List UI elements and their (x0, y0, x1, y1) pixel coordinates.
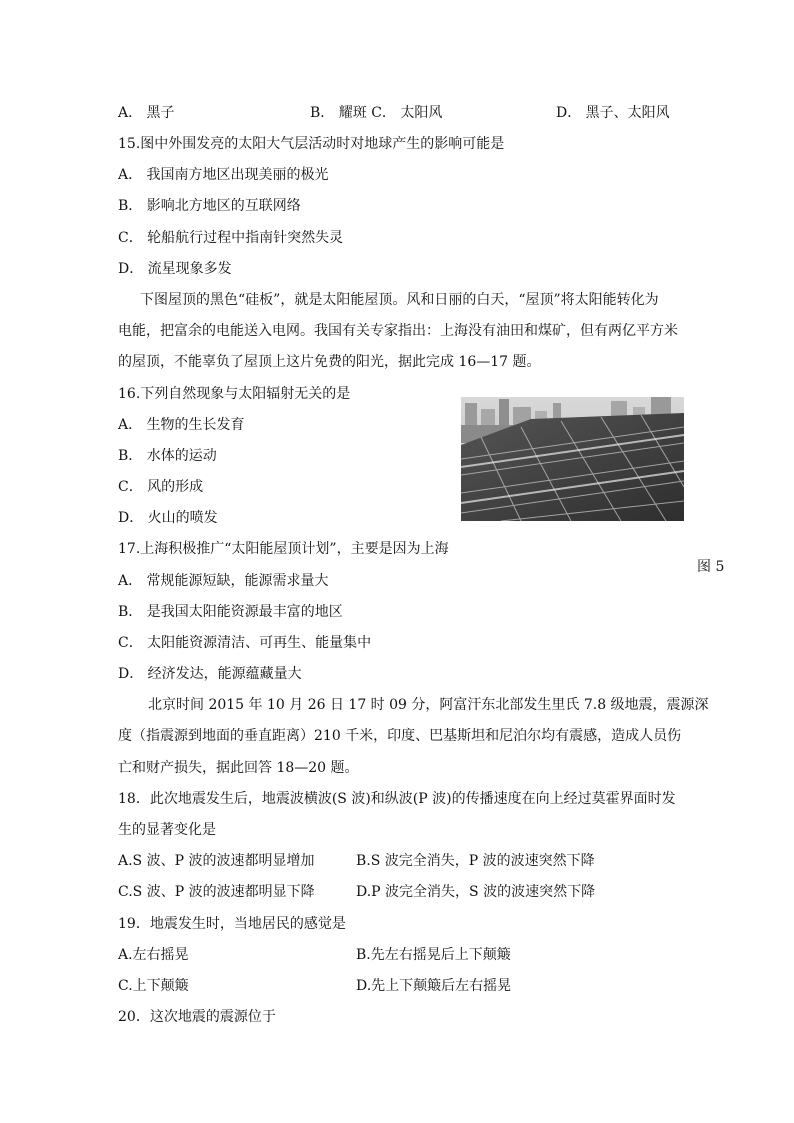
q15-option-d: D． 流星现象多发 (118, 261, 232, 277)
q16-stem: 16.下列自然现象与太阳辐射无关的是 (118, 386, 351, 402)
solar-panel-photo (461, 397, 684, 521)
q16-option-c: C． 风的形成 (118, 479, 204, 495)
q15-stem: 15.图中外围发亮的太阳大气层活动时对地球产生的影响可能是 (118, 136, 505, 152)
q17-option-b: B． 是我国太阳能资源最丰富的地区 (118, 604, 343, 620)
q18-option-b: B.S 波完全消失，P 波的波速突然下降 (356, 853, 595, 869)
passage1-line-3: 的屋顶，不能辜负了屋顶上这片免费的阳光，据此完成 16—17 题。 (118, 354, 541, 370)
passage2-line-1: 北京时间 2015 年 10 月 26 日 17 时 09 分，阿富汗东北部发生里氏 7.8 级地震，震源深 (148, 697, 709, 713)
q16-option-b: B． 水体的运动 (118, 448, 217, 464)
q18-option-a: A.S 波、P 波的波速都明显增加 (118, 853, 315, 869)
q19-stem: 19．地震发生时，当地居民的感觉是 (118, 916, 346, 932)
q18-stem-line-2: 生的显著变化是 (118, 822, 216, 838)
q14-option-bc: B． 耀斑 C． 太阳风 (310, 105, 443, 121)
passage2-line-2: 度（指震源到地面的垂直距离）210 千米，印度、巴基斯坦和尼泊尔均有震感，造成人员伤 (118, 728, 682, 744)
passage1-line-2: 电能，把富余的电能送入电网。我国有关专家指出：上海没有油田和煤矿，但有两亿平方米 (118, 323, 678, 339)
q19-option-a: A.左右摇晃 (118, 947, 189, 963)
q15-option-c: C． 轮船航行过程中指南针突然失灵 (118, 230, 344, 246)
q15-option-b: B． 影响北方地区的互联网络 (118, 198, 301, 214)
q16-option-a: A． 生物的生长发育 (118, 417, 245, 433)
q17-option-a: A． 常规能源短缺，能源需求量大 (118, 573, 329, 589)
q20-stem: 20．这次地震的震源位于 (118, 1009, 276, 1025)
q18-stem-line-1: 18．此次地震发生后，地震波横波(S 波)和纵波(P 波)的传播速度在向上经过莫霍界面时发 (118, 791, 676, 807)
q18-option-c: C.S 波、P 波的波速都明显下降 (118, 884, 315, 900)
q14-option-a: A． 黑子 (118, 105, 175, 121)
q17-option-c: C． 太阳能资源清洁、可再生、能量集中 (118, 635, 372, 651)
q17-option-d: D． 经济发达，能源蕴藏量大 (118, 666, 302, 682)
passage2-line-3: 亡和财产损失，据此回答 18—20 题。 (118, 760, 359, 776)
q16-option-d: D． 火山的喷发 (118, 510, 218, 526)
q19-option-b: B.先左右摇晃后上下颠簸 (356, 947, 511, 963)
solar-panel-roof-icon (461, 397, 684, 521)
q14-option-d: D． 黑子、太阳风 (556, 105, 670, 121)
q15-option-a: A． 我国南方地区出现美丽的极光 (118, 167, 329, 183)
q18-option-d: D.P 波完全消失，S 波的波速突然下降 (356, 884, 596, 900)
q17-stem: 17.上海积极推广“太阳能屋顶计划”，主要是因为上海 (118, 541, 449, 557)
passage1-line-1: 下图屋顶的黑色“硅板”，就是太阳能屋顶。风和日丽的白天，“屋顶”将太阳能转化为 (140, 292, 659, 308)
q19-option-d: D.先上下颠簸后左右摇晃 (356, 978, 512, 994)
figure-label: 图 5 (697, 559, 725, 575)
q19-option-c: C.上下颠簸 (118, 978, 189, 994)
